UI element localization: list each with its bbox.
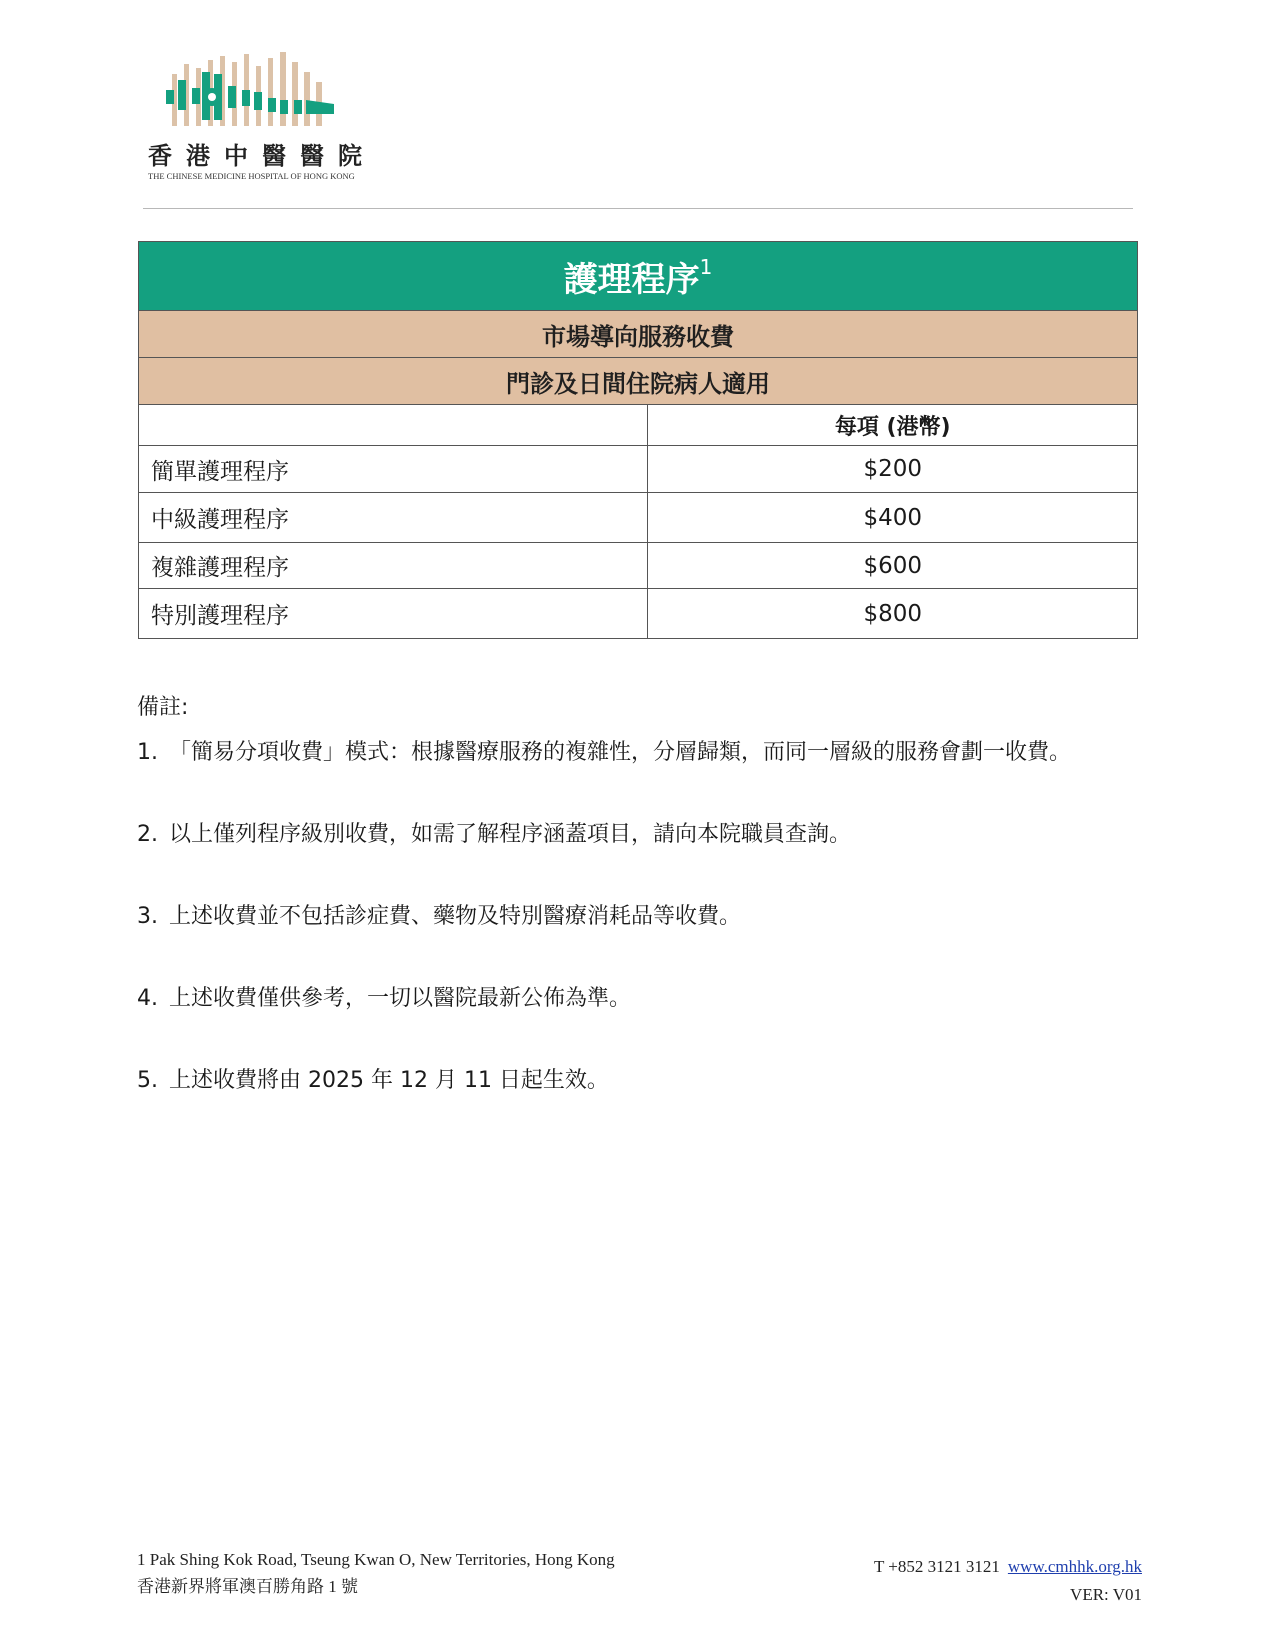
logo-english-name: THE CHINESE MEDICINE HOSPITAL OF HONG KONG <box>148 171 355 181</box>
table-subtitle-applicability: 門診及日間住院病人適用 <box>139 358 1138 405</box>
website-link[interactable]: www.cmhhk.org.hk <box>1007 1557 1142 1576</box>
notes-label: 備註: <box>137 695 189 720</box>
note-text: 上述收費將由 2025 年 12 月 11 日起生效。 <box>169 1068 609 1093</box>
footer-contact <box>874 1553 1142 1609</box>
hospital-logo <box>148 52 378 182</box>
phone-number: T +852 3121 3121 <box>873 1557 1000 1576</box>
note-item <box>137 981 1147 1012</box>
note-item <box>137 735 1147 766</box>
address-english: 1 Pak Shing Kok Road, Tseung Kwan O, New Territories, Hong Kong <box>137 1550 615 1569</box>
column-header-price: 每項 (港幣) <box>648 405 1138 446</box>
address-chinese: 香港新界將軍澳百勝角路 1 號 <box>137 1577 358 1596</box>
note-text: 「簡易分項收費」模式：根據醫療服務的複雜性，分層歸類，而同一層級的服務會劃一收費。 <box>169 740 1072 765</box>
note-item <box>137 817 1147 848</box>
logo-chinese-name: 香港中醫醫院 <box>148 141 376 170</box>
notes-list <box>137 735 1147 1094</box>
note-number: 5. <box>137 1068 158 1093</box>
note-item <box>137 899 1147 930</box>
note-text: 上述收費僅供參考，一切以醫院最新公佈為準。 <box>169 986 632 1011</box>
note-number: 4. <box>137 986 158 1011</box>
note-number: 2. <box>137 822 158 847</box>
table-row <box>139 589 1138 639</box>
procedure-price: $800 <box>648 589 1138 639</box>
table-row <box>139 493 1138 543</box>
note-text: 以上僅列程序級別收費，如需了解程序涵蓋項目，請向本院職員查詢。 <box>169 822 852 847</box>
column-header-item <box>139 405 648 446</box>
procedure-name: 特別護理程序 <box>139 589 648 639</box>
table-title-footnote: 1 <box>699 255 713 280</box>
procedure-price: $400 <box>648 493 1138 543</box>
procedure-name: 複雜護理程序 <box>139 543 648 589</box>
footer-address <box>137 1546 615 1600</box>
table-row <box>139 446 1138 493</box>
note-item <box>137 1063 1147 1094</box>
notes-section <box>137 690 1147 1145</box>
fee-table <box>138 241 1138 639</box>
logo-mark-icon <box>148 52 338 132</box>
note-text: 上述收費並不包括診症費、藥物及特別醫療消耗品等收費。 <box>169 904 742 929</box>
version-label: VER: V01 <box>1070 1585 1142 1604</box>
procedure-name: 中級護理程序 <box>139 493 648 543</box>
header-divider <box>143 208 1133 209</box>
procedure-price: $600 <box>648 543 1138 589</box>
table-row <box>139 543 1138 589</box>
procedure-name: 簡單護理程序 <box>139 446 648 493</box>
note-number: 3. <box>137 904 158 929</box>
table-title <box>139 242 1138 311</box>
procedure-price: $200 <box>648 446 1138 493</box>
table-title-text: 護理程序 <box>563 259 700 300</box>
table-subtitle-fee-type: 市場導向服務收費 <box>139 311 1138 358</box>
note-number: 1. <box>137 740 158 765</box>
